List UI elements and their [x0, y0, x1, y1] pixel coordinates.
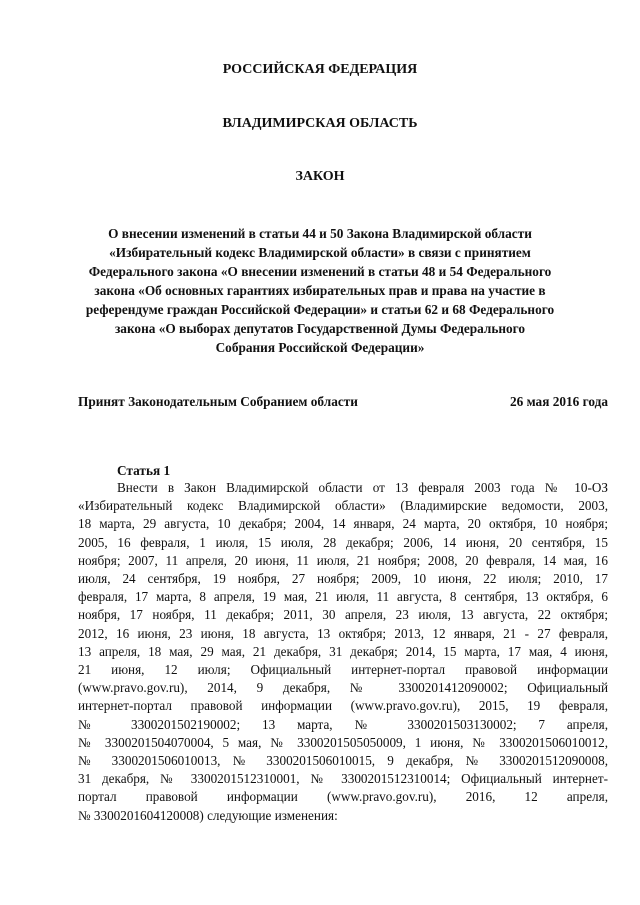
- law-title-line: О внесении изменений в статьи 44 и 50 Закона Владимирской области: [108, 226, 532, 241]
- body-line: № 3300201604120008) следующие изменения:: [78, 807, 338, 823]
- body-line: № 3300201504070004, 5 мая, № 3300201505050009, 1 июня, № 3300201506010012,: [78, 734, 608, 750]
- body-line: ноября; 2007, 11 апреля, 20 июня, 11 июля, 21 ноября; 2008, 20 февраля, 14 мая, 16: [78, 552, 608, 568]
- law-title-line: Федерального закона «О внесении изменений в статьи 48 и 54 Федерального: [88, 264, 552, 279]
- body-line: № 3300201502190002; 13 марта, № 3300201503130002; 7 апреля,: [78, 716, 608, 732]
- body-line: 2005, 16 февраля, 1 июля, 15 июля, 28 декабря; 2006, 14 июня, 20 сентября, 15: [78, 534, 608, 550]
- body-line: 18 марта, 29 августа, 10 декабря; 2004, 14 января, 24 марта, 20 октября, 10 ноября;: [78, 516, 608, 532]
- law-title-line: референдуме граждан Российской Федерации» и статьи 62 и 68 Федерального: [85, 302, 555, 317]
- article-title: Статья 1: [117, 463, 171, 478]
- body-line: 21 июня, 12 июля; Официальный интернет-портал правовой информации: [78, 662, 608, 678]
- law-title-line: «Избирательный кодекс Владимирской области» в связи с принятием: [109, 245, 531, 260]
- document-type-heading: ЗАКОН: [295, 169, 345, 184]
- body-line: № 3300201506010013, № 3300201506010015, 9 декабря, № 3300201512090008,: [78, 753, 608, 769]
- body-line: «Избирательный кодекс Владимирской области» (Владимирские ведомости, 2003,: [78, 498, 608, 514]
- body-line: портал правовой информации (www.pravo.gov.ru), 2016, 12 апреля,: [78, 789, 608, 805]
- body-line: 31 декабря, № 3300201512310001, № 3300201512310014; Официальный интернет-: [78, 771, 608, 787]
- adopted-by: Принят Законодательным Собранием области: [78, 394, 358, 409]
- body-line: 13 апреля, 18 мая, 29 мая, 21 декабря, 31 декабря; 2014, 15 марта, 17 мая, 4 июня,: [78, 643, 608, 659]
- adoption-date: 26 мая 2016 года: [509, 394, 608, 409]
- body-line: 2012, 16 июня, 23 июня, 18 августа, 13 октября; 2013, 12 января, 21 - 27 февраля,: [78, 625, 608, 641]
- article-body: [78, 479, 608, 825]
- law-title: [60, 224, 580, 357]
- region-heading: ВЛАДИМИРСКАЯ ОБЛАСТЬ: [222, 116, 418, 131]
- law-title-line: закона «Об основных гарантиях избирательных прав и права на участие в: [94, 283, 546, 298]
- body-line: февраля, 17 марта, 8 апреля, 19 мая, 21 июля, 11 августа, 8 сентября, 13 октября, 6: [78, 589, 608, 605]
- body-line: июля, 24 сентября, 19 ноября, 27 ноября; 2009, 10 июня, 22 июля; 2010, 17: [78, 571, 608, 587]
- law-title-line: закона «О выборах депутатов Государственной Думы Федерального: [114, 321, 526, 336]
- law-title-line: Собрания Российской Федерации»: [215, 340, 425, 355]
- body-line: Внести в Закон Владимирской области от 13 февраля 2003 года № 10-ОЗ: [117, 480, 608, 495]
- country-heading: РОССИЙСКАЯ ФЕДЕРАЦИЯ: [222, 62, 418, 77]
- body-line: (www.pravo.gov.ru), 2014, 9 декабря, № 3300201412090002; Официальный: [78, 680, 608, 696]
- body-line: ноября, 17 ноября, 11 декабря; 2011, 30 апреля, 23 июля, 13 августа, 22 октября;: [78, 607, 608, 623]
- body-line: интернет-портал правовой информации (www.pravo.gov.ru), 2015, 19 февраля,: [78, 698, 608, 714]
